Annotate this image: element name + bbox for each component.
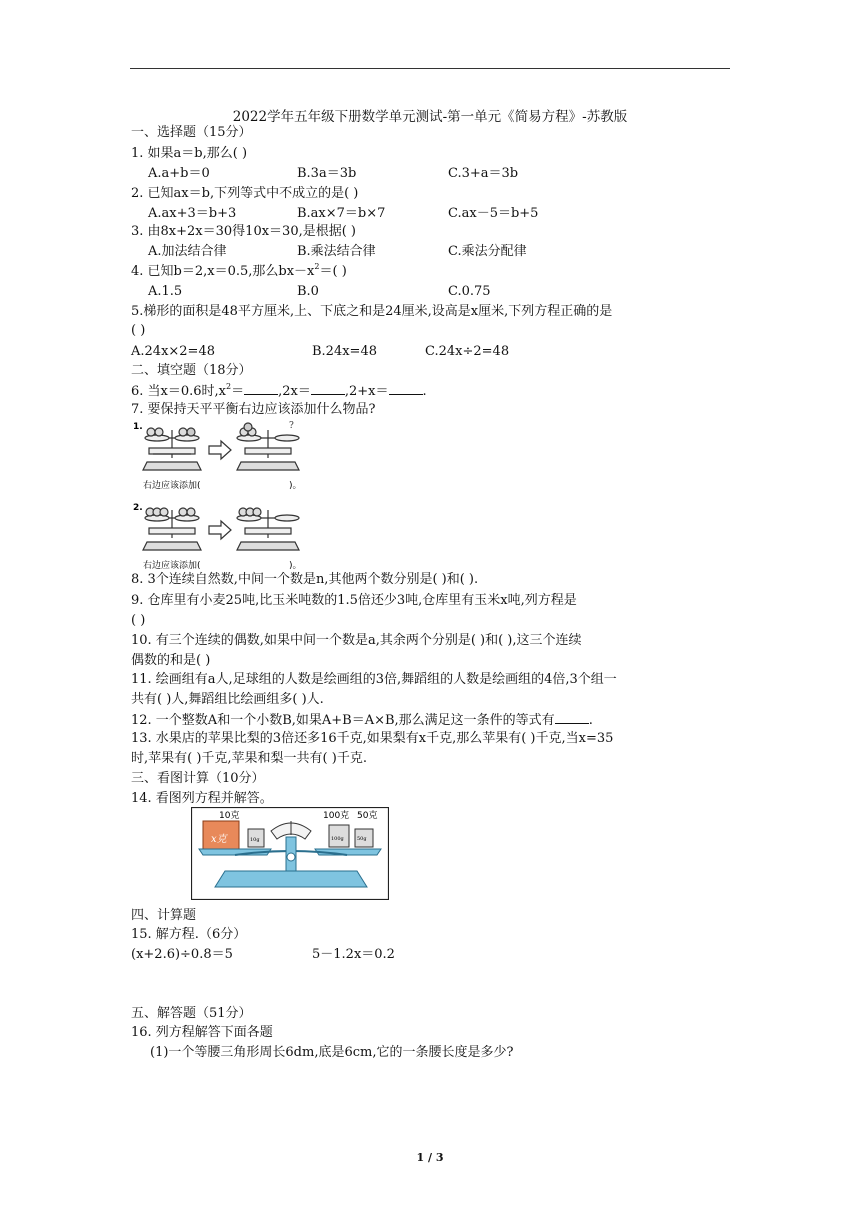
question-2: 2. 已知ax＝b,下列等式中不成立的是( ) <box>131 186 359 201</box>
section-2-heading: 二、填空题（18分） <box>131 363 252 378</box>
balance-scale-icon <box>237 421 299 470</box>
q2-option-a: A.ax+3＝b+3 <box>148 206 237 221</box>
fig7-caption-2-end: )。 <box>289 561 302 570</box>
question-13-line-2: 时,苹果有( )千克,苹果和梨一共有( )千克. <box>131 751 367 766</box>
q2-option-b: B.ax×7＝b×7 <box>297 206 386 221</box>
fig7-number-2: 2. <box>133 503 143 513</box>
q3-option-b: B.乘法结合律 <box>297 244 376 259</box>
question-15: 15. 解方程.（6分） <box>131 927 247 942</box>
section-5-heading: 五、解答题（51分） <box>131 1006 252 1021</box>
fig7-number-1: 1. <box>133 422 143 432</box>
q2-option-c: C.ax－5＝b+5 <box>448 206 539 221</box>
question-11-line-1: 11. 绘画组有a人,足球组的人数是绘画组的3倍,舞蹈组的人数是绘画组的4倍,3个组一 <box>131 672 617 687</box>
question-12: 12. 一个整数A和一个小数B,如果A+B＝A×B,那么满足这一条件的等式有 . <box>131 713 593 728</box>
q3-option-a: A.加法结合律 <box>148 244 227 259</box>
q6-blank-3[interactable] <box>389 382 423 395</box>
question-16-part-1: (1)一个等腰三角形周长6dm,底是6cm,它的一条腰长度是多少? <box>150 1045 514 1060</box>
fig14-label-100g: 100克 <box>323 811 350 821</box>
equation-2: 5－1.2x＝0.2 <box>312 947 395 962</box>
fig14-label-50g: 50克 <box>357 811 378 821</box>
question-5-line-1: 5.梯形的面积是48平方厘米,上、下底之和是24厘米,设高是x厘米,下列方程正确的是 <box>131 304 613 319</box>
fig7-caption-1-end: )。 <box>289 481 302 491</box>
balance-scales-figure <box>131 418 311 570</box>
balance-scale-icon <box>143 428 201 470</box>
q5-option-a: A.24x×2=48 <box>131 344 215 359</box>
balance-scale-icon <box>143 508 201 550</box>
question-16: 16. 列方程解答下面各题 <box>131 1025 273 1040</box>
fig14-tag-100g: 100g <box>331 836 344 842</box>
fig7-caption-2: 右边应该添加( <box>143 561 201 570</box>
q12-blank[interactable] <box>555 711 589 724</box>
header-rule <box>130 68 730 69</box>
fig14-tag-50g: 50g <box>357 836 367 842</box>
scale-base <box>215 871 367 887</box>
page-number: 1 / 3 <box>416 1151 444 1164</box>
fig14-tag-10g: 10g <box>250 837 260 843</box>
q1-option-b: B.3a＝3b <box>297 166 357 181</box>
equation-1: (x+2.6)÷0.8＝5 <box>131 947 233 962</box>
fig14-label-10g: 10克 <box>219 811 240 821</box>
question-3: 3. 由8x+2x＝30得10x＝30,是根据( ) <box>131 224 356 239</box>
question-1: 1. 如果a＝b,那么( ) <box>131 146 248 161</box>
arrow-right-icon <box>209 521 231 539</box>
arrow-right-icon <box>209 441 231 459</box>
question-6: 6. 当x＝0.6时$,x^2= ,2x= ,2+x=$ . <box>131 382 427 399</box>
question-9-line-2: ( ) <box>131 613 146 628</box>
section-4-heading: 四、计算题 <box>131 908 197 923</box>
section-3-heading: 三、看图计算（10分） <box>131 771 265 786</box>
q5-option-c: C.24x÷2=48 <box>425 344 510 359</box>
question-4: 4. 已知b＝2,x＝0.5,那么$bx-x^2=$( ) <box>131 262 347 279</box>
q5-option-b: B.24x=48 <box>312 344 377 359</box>
question-11-line-2: 共有( )人,舞蹈组比绘画组多( )人. <box>131 692 324 707</box>
q4-option-c: C.0.75 <box>448 284 491 299</box>
q6-blank-1[interactable] <box>244 382 278 395</box>
balance-scale-icon <box>237 508 299 550</box>
fig14-label-x: x克 <box>211 834 227 845</box>
question-9-line-1: 9. 仓库里有小麦25吨,比玉米吨数的1.5倍还少3吨,仓库里有玉米x吨,列方程是 <box>131 593 577 608</box>
question-5-line-2: ( ) <box>131 323 146 338</box>
question-10-line-2: 偶数的和是( ) <box>131 653 211 668</box>
question-7: 7. 要保持天平平衡右边应该添加什么物品? <box>131 402 376 417</box>
question-14: 14. 看图列方程并解答。 <box>131 791 273 806</box>
q4-option-b: B.0 <box>297 284 319 299</box>
question-13-line-1: 13. 水果店的苹果比梨的3倍还多16千克,如果梨有x千克,那么苹果有( )千克,当x=35 <box>131 731 614 746</box>
document-title: 2022学年五年级下册数学单元测试-第一单元《简易方程》-苏教版 <box>232 109 628 125</box>
section-1-heading: 一、选择题（15分） <box>131 125 252 140</box>
q1-option-a: A.a+b＝0 <box>148 166 210 181</box>
svg-text:?: ? <box>289 421 294 431</box>
q1-option-c: C.3+a＝3b <box>448 166 519 181</box>
question-10-line-1: 10. 有三个连续的偶数,如果中间一个数是a,其余两个分别是( )和( ),这三个连续 <box>131 633 582 648</box>
fig7-caption-1: 右边应该添加( <box>143 481 201 491</box>
question-8: 8. 3个连续自然数,中间一个数是n,其他两个数分别是( )和( ). <box>131 572 479 587</box>
q6-blank-2[interactable] <box>311 382 345 395</box>
q3-option-c: C.乘法分配律 <box>448 244 527 259</box>
weighing-scale-figure <box>191 807 389 900</box>
q4-option-a: A.1.5 <box>148 284 183 299</box>
